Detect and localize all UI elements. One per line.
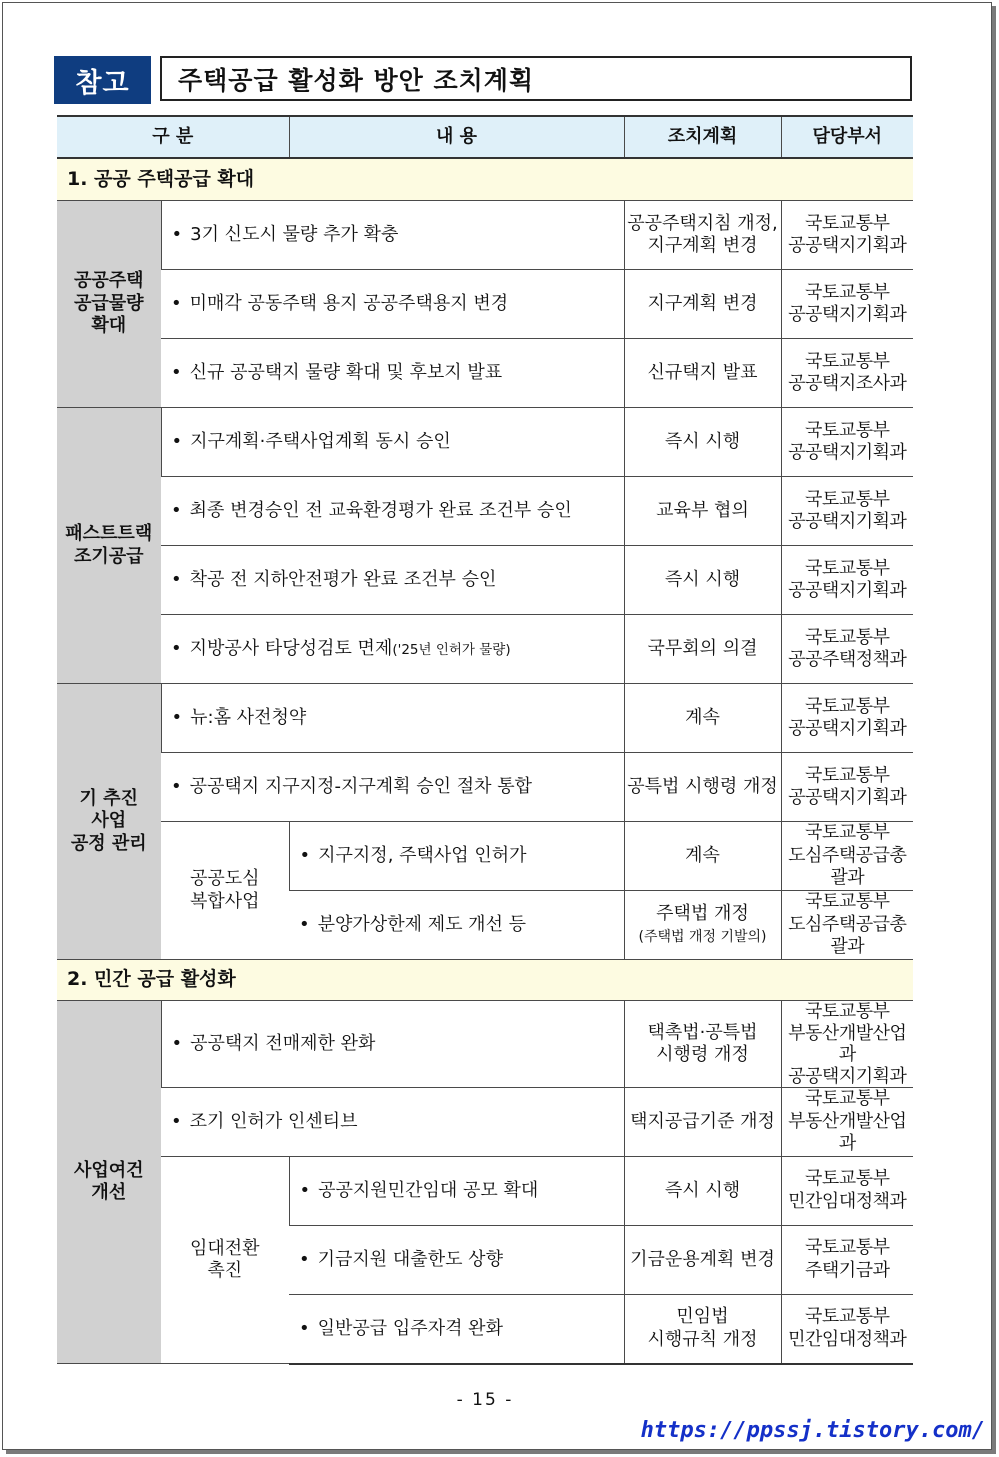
action-cell: 즉시 시행 — [624, 546, 781, 615]
dept-cell: 국토교통부 공공택지기획과 — [781, 408, 913, 477]
content-cell: • 지구지정, 주택사업 인허가 — [289, 822, 624, 891]
table-row — [57, 753, 913, 822]
section-row — [57, 960, 913, 1001]
content-cell: • 공공택지 지구지정-지구계획 승인 절차 통합 — [161, 753, 624, 822]
table-row — [57, 1156, 913, 1225]
section-title: 2. 민간 공급 활성화 — [57, 960, 913, 1001]
table-row — [57, 1088, 913, 1157]
content-cell: • 공공택지 전매제한 완화 — [161, 1001, 624, 1088]
dept-cell: 국토교통부 공공택지기획과 — [781, 753, 913, 822]
action-cell: 국무회의 의결 — [624, 615, 781, 684]
dept-cell: 국토교통부 공공주택정책과 — [781, 615, 913, 684]
section-row — [57, 158, 913, 201]
category-label: 패스트트랙 조기공급 — [57, 408, 161, 684]
content-cell: • 미매각 공동주택 용지 공공주택용지 변경 — [161, 270, 624, 339]
content-cell: • 3기 신도시 물량 추가 확충 — [161, 201, 624, 270]
reference-badge: 참고 — [54, 56, 151, 104]
content-cell: • 최종 변경승인 전 교육환경평가 완료 조건부 승인 — [161, 477, 624, 546]
content-cell: • 일반공급 입주자격 완화 — [289, 1294, 624, 1364]
content-cell: • 지방공사 타당성검토 면제('25년 인허가 물량) — [161, 615, 624, 684]
action-plan-table — [57, 115, 913, 1365]
column-header: 담당부서 — [781, 116, 913, 158]
dept-cell: 국토교통부 공공택지기획과 — [781, 201, 913, 270]
action-cell: 계속 — [624, 684, 781, 753]
action-cell: 즉시 시행 — [624, 408, 781, 477]
table-row — [57, 1001, 913, 1088]
content-cell: • 분양가상한제 제도 개선 등 — [289, 891, 624, 960]
action-cell: 기금운용계획 변경 — [624, 1225, 781, 1294]
action-cell: 신규택지 발표 — [624, 339, 781, 408]
content-cell: • 신규 공공택지 물량 확대 및 후보지 발표 — [161, 339, 624, 408]
content-cell: • 공공지원민간임대 공모 확대 — [289, 1156, 624, 1225]
action-cell: 즉시 시행 — [624, 1156, 781, 1225]
category-label: 공공주택 공급물량 확대 — [57, 201, 161, 408]
dept-cell: 국토교통부 부동산개발산업과 — [781, 1088, 913, 1157]
action-cell: 계속 — [624, 822, 781, 891]
table-row — [57, 477, 913, 546]
dept-cell: 국토교통부 공공택지기획과 — [781, 684, 913, 753]
column-header: 조치계획 — [624, 116, 781, 158]
table-row — [57, 201, 913, 270]
content-cell: • 지구계획·주택사업계획 동시 승인 — [161, 408, 624, 477]
dept-cell: 국토교통부 민간임대정책과 — [781, 1294, 913, 1364]
action-cell: 지구계획 변경 — [624, 270, 781, 339]
dept-cell: 국토교통부 부동산개발산업과 공공택지기획과 — [781, 1001, 913, 1088]
table-header-row — [57, 116, 913, 158]
dept-cell: 국토교통부 주택기금과 — [781, 1225, 913, 1294]
dept-cell: 국토교통부 민간임대정책과 — [781, 1156, 913, 1225]
action-cell: 공특법 시행령 개정 — [624, 753, 781, 822]
dept-cell: 국토교통부 도심주택공급총괄과 — [781, 822, 913, 891]
table-row — [57, 615, 913, 684]
category-label: 사업여건 개선 — [57, 1001, 161, 1364]
dept-cell: 국토교통부 공공택지기획과 — [781, 546, 913, 615]
source-url-link[interactable]: https://ppssj.tistory.com/ — [640, 1418, 985, 1443]
table-row — [57, 822, 913, 891]
dept-cell: 국토교통부 공공택지조사과 — [781, 339, 913, 408]
dept-cell: 국토교통부 도심주택공급총괄과 — [781, 891, 913, 960]
content-cell: • 뉴:홈 사전청약 — [161, 684, 624, 753]
action-cell: 민임법 시행규칙 개정 — [624, 1294, 781, 1364]
page-title: 주택공급 활성화 방안 조치계획 — [160, 56, 912, 101]
table-row — [57, 546, 913, 615]
subcategory-label: 임대전환 촉진 — [161, 1156, 289, 1364]
action-cell: 택지공급기준 개정 — [624, 1088, 781, 1157]
column-header: 내 용 — [289, 116, 624, 158]
action-cell: 교육부 협의 — [624, 477, 781, 546]
dept-cell: 국토교통부 공공택지기획과 — [781, 270, 913, 339]
table-row — [57, 270, 913, 339]
column-header: 구 분 — [57, 116, 289, 158]
content-cell: • 조기 인허가 인센티브 — [161, 1088, 624, 1157]
table-row — [57, 408, 913, 477]
category-label: 기 추진 사업 공정 관리 — [57, 684, 161, 960]
dept-cell: 국토교통부 공공택지기획과 — [781, 477, 913, 546]
action-cell: 주택법 개정 (주택법 개정 기발의) — [624, 891, 781, 960]
page-number: - 15 - — [456, 1390, 514, 1410]
subcategory-label: 공공도심 복합사업 — [161, 822, 289, 960]
table-row — [57, 339, 913, 408]
table-row — [57, 684, 913, 753]
content-cell: • 기금지원 대출한도 상향 — [289, 1225, 624, 1294]
section-title: 1. 공공 주택공급 확대 — [57, 158, 913, 201]
action-cell: 공공주택지침 개정, 지구계획 변경 — [624, 201, 781, 270]
action-cell: 택촉법·공특법 시행령 개정 — [624, 1001, 781, 1088]
content-cell: • 착공 전 지하안전평가 완료 조건부 승인 — [161, 546, 624, 615]
